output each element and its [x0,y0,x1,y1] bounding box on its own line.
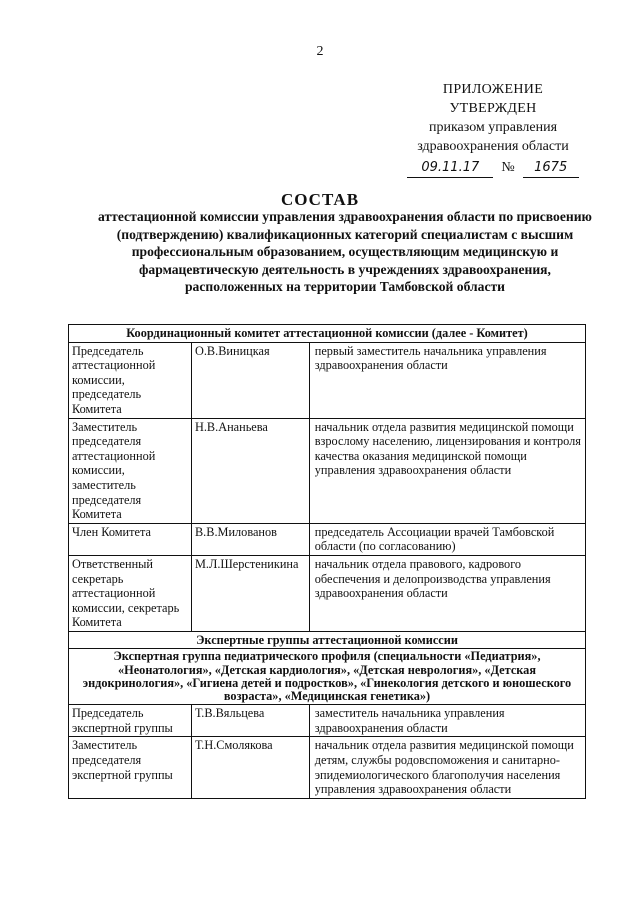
table-row [69,705,586,737]
order-number: 1675 [523,158,579,178]
member-position: заместитель начальника управления здравоохранения области [309,705,585,737]
approval-department: здравоохранения области [417,139,569,154]
page-number: 2 [316,44,324,59]
approval-appendix: ПРИЛОЖЕНИЕ [442,82,544,97]
member-role: Председатель аттестационной комиссии, председатель Комитета [69,342,192,418]
table-row [69,342,586,418]
committee-section-header: Координационный комитет аттестационной комиссии (далее - Комитет) [69,325,586,343]
commission-table [68,324,586,799]
member-role: Заместитель председателя аттестационной комиссии, заместитель председателя Комитета [69,418,192,523]
member-name: В.В.Милованов [191,523,309,555]
approval-block [398,80,588,178]
member-name: Т.В.Вяльцева [191,705,309,737]
member-position: начальник отдела правового, кадрового обеспечения и делопроизводства управления здравоохранения области [309,555,585,631]
member-name: М.Л.Шерстеникина [191,555,309,631]
table-row [69,418,586,523]
document-subtitle: аттестационной комиссии управления здравоохранения области по присвоению (подтверждению) квалификационных категорий специалистам с высшим профессиональным образованием, осуществляющим медицинскую и фармацевтическую деятельность в учреждениях здравоохранения, расположенных на территории Тамбовской области [98,209,592,295]
member-position: начальник отдела развития медицинской помощи взрослому населению, лицензирования и контроля качества оказания медицинской помощи управления здравоохранения области [309,418,585,523]
member-role: Член Комитета [69,523,192,555]
approval-approved: УТВЕРЖДЕН [449,101,537,116]
document-title: СОСТАВ [280,190,360,209]
section-header-row [69,325,586,343]
table-row [69,737,586,798]
member-position: начальник отдела развития медицинской помощи детям, службы родовспоможения и санитарно-эпидемиологического благополучия населения управления здравоохранения области [309,737,585,798]
member-name: О.В.Виницкая [191,342,309,418]
approval-order: приказом управления [428,120,558,135]
number-sign: № [501,160,515,175]
table-row [69,523,586,555]
table-row [69,555,586,631]
group-header-row [69,649,586,705]
member-role: Ответственный секретарь аттестационной комиссии, секретарь Комитета [69,555,192,631]
member-name: Н.В.Ананьева [191,418,309,523]
member-role: Председатель экспертной группы [69,705,192,737]
expert-groups-header: Экспертные группы аттестационной комиссии [69,631,586,649]
member-role: Заместитель председателя экспертной группы [69,737,192,798]
member-name: Т.Н.Смолякова [191,737,309,798]
section-header-row [69,631,586,649]
member-position: первый заместитель начальника управления здравоохранения области [309,342,585,418]
order-date-number [398,158,588,178]
order-date: 09.11.17 [407,158,493,178]
member-position: председатель Ассоциации врачей Тамбовской области (по согласованию) [309,523,585,555]
pediatric-group-header: Экспертная группа педиатрического профиля (специальности «Педиатрия», «Неонатология», «Детская кардиология», «Детская неврология», «Детская эндокринология», «Гигиена детей и подростков», «Гинекология детского и юношеского возраста», «Медицинская генетика») [69,649,586,705]
